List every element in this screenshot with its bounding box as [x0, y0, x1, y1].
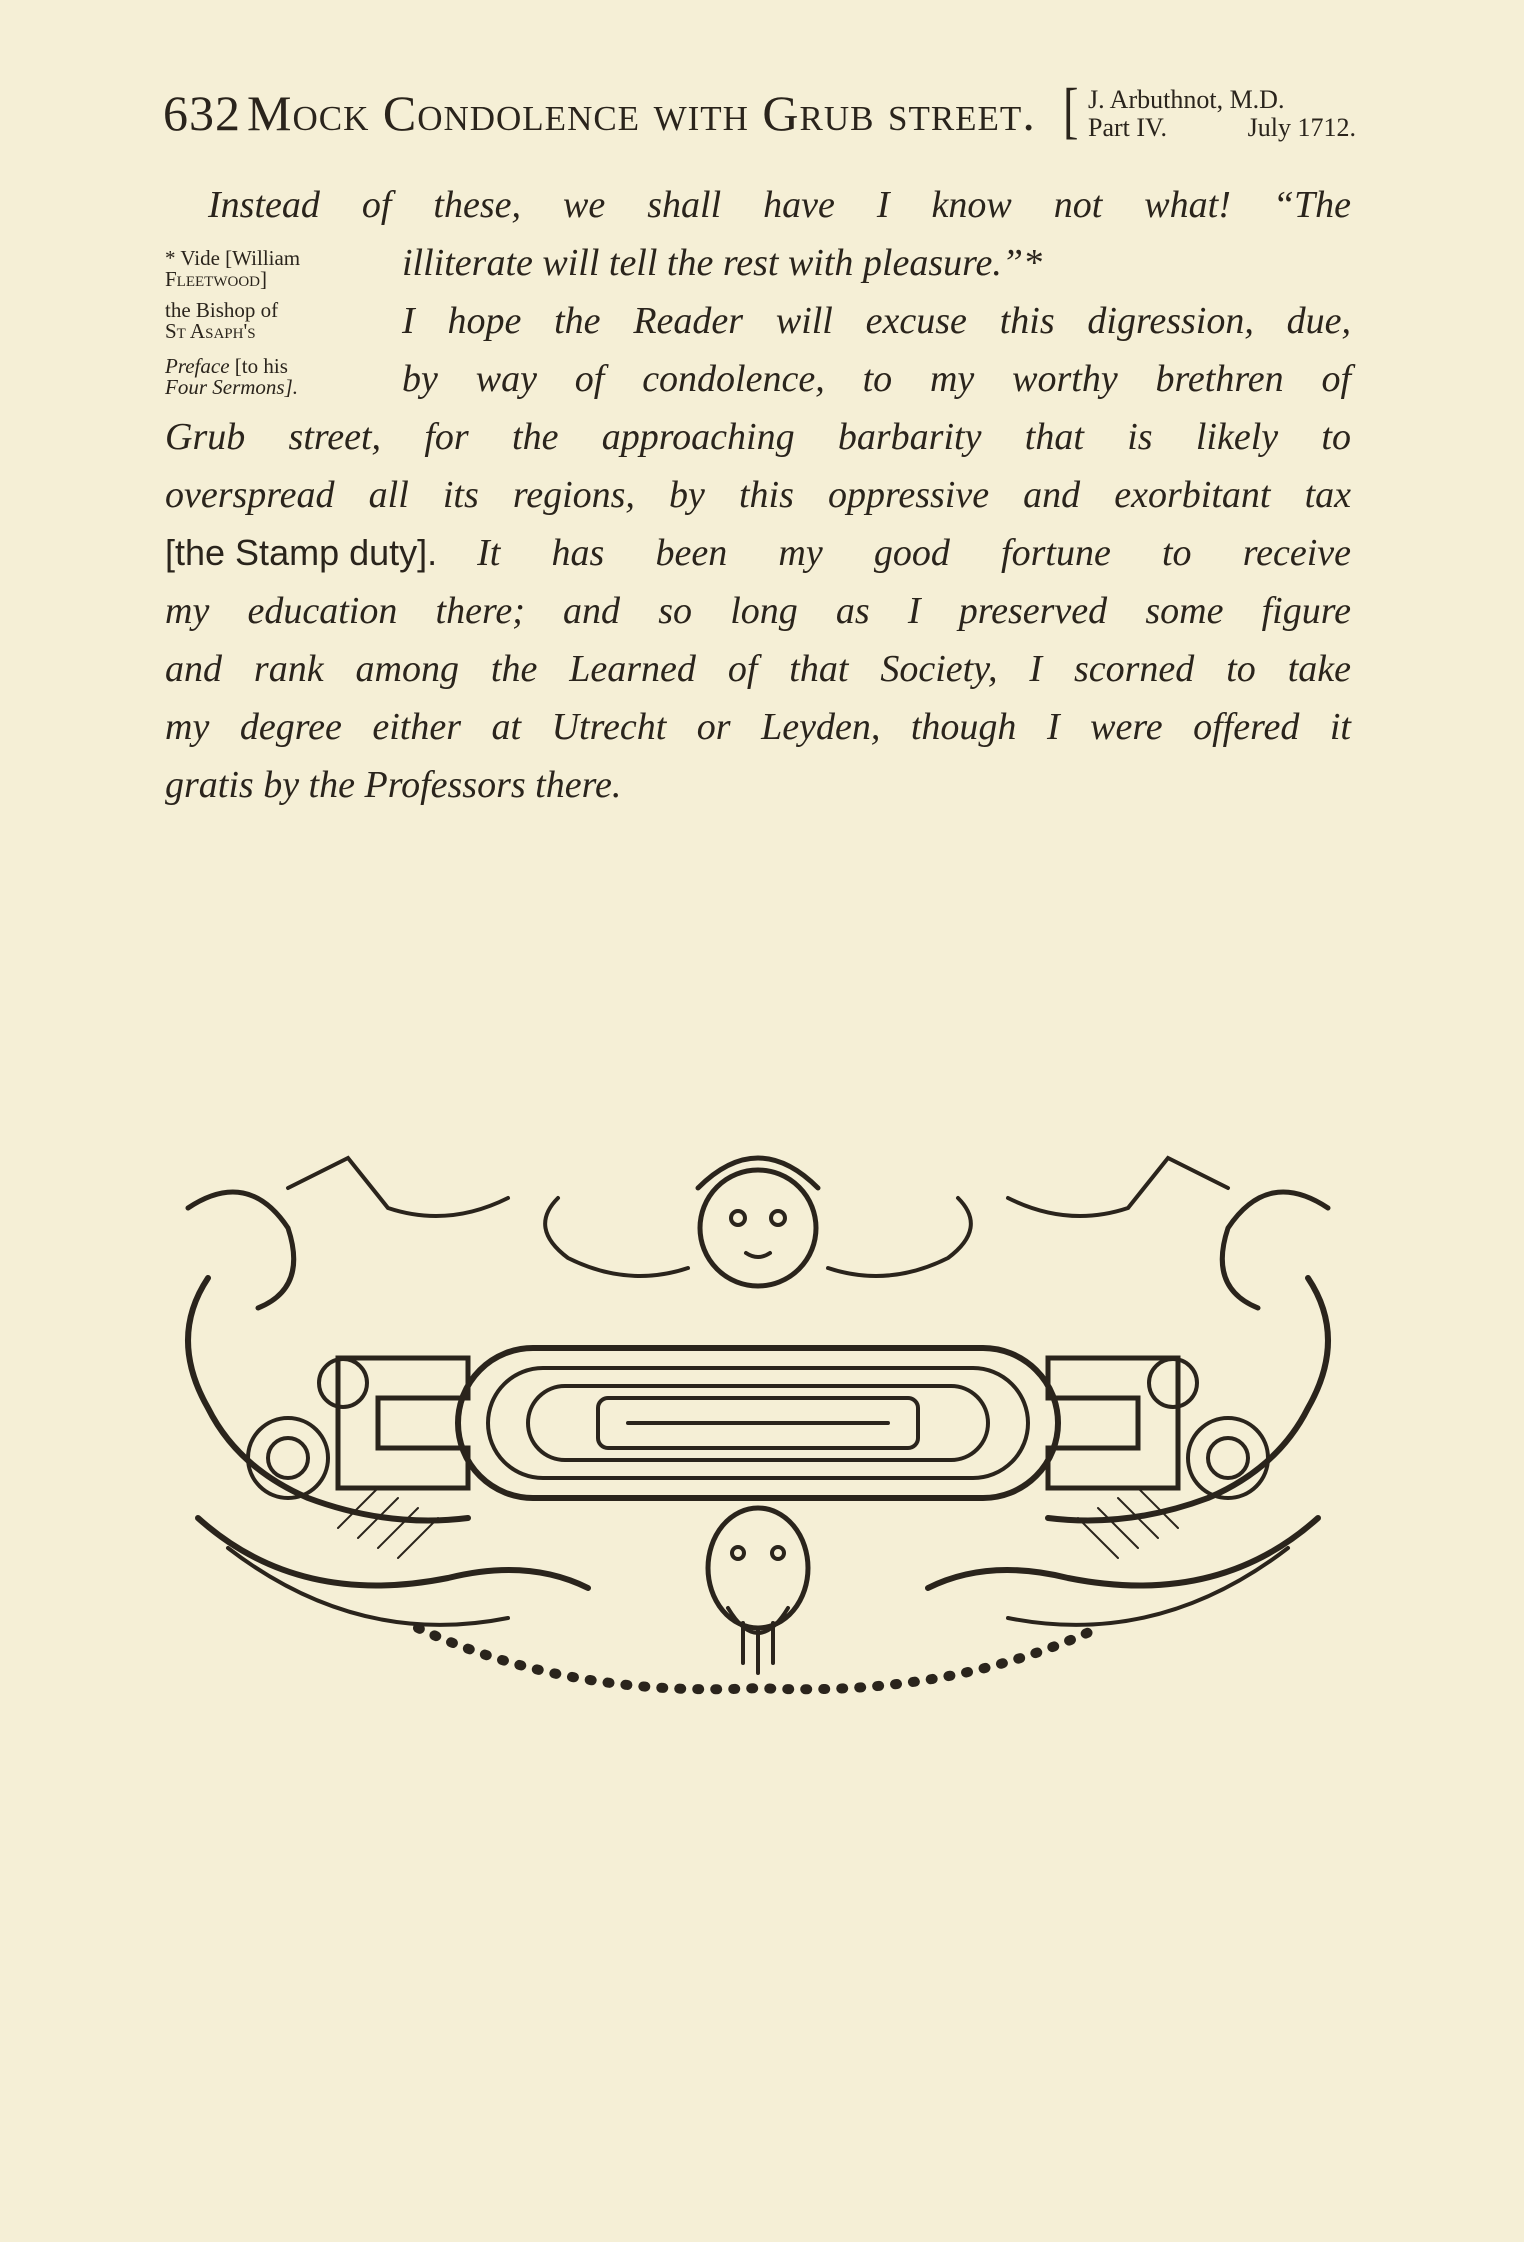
text-fragment: It has been my good fortune to receive: [477, 532, 1351, 574]
header-citation: [1088, 86, 1356, 142]
note-line: Fleetwood]: [165, 267, 267, 291]
text-line: I hope the Reader will excuse this digression, due,: [402, 300, 1351, 342]
margin-note: [165, 248, 395, 398]
header-author: J. Arbuthnot, M.D.: [1088, 85, 1285, 114]
note-line: Four Sermons].: [165, 375, 299, 399]
page-number: 632: [163, 85, 241, 141]
running-title: Mock Condolence with Grub street.: [247, 85, 1036, 141]
text-line: and rank among the Learned of that Society, I scorned to take: [165, 648, 1351, 690]
header-bracket: [: [1063, 77, 1079, 145]
text-line: overspread all its regions, by this oppressive and exorbitant tax: [165, 474, 1351, 516]
text-line: my education there; and so long as I preserved some figure: [165, 590, 1351, 632]
text-line: illiterate will tell the rest with pleasure.”*: [402, 242, 1042, 284]
header-part: Part IV.: [1088, 113, 1167, 142]
note-line: Preface: [165, 354, 230, 378]
text-line: [165, 528, 1351, 578]
header-date: July 1712.: [1247, 113, 1356, 142]
text-line: Instead of these, we shall have I know not what! “The: [208, 184, 1351, 226]
text-line: my degree either at Utrecht or Leyden, though I were offered it: [165, 706, 1351, 748]
note-line: the Bishop of: [165, 298, 279, 322]
note-line: [to his: [234, 354, 288, 378]
note-line: * Vide [William: [165, 246, 301, 270]
text-line: Grub street, for the approaching barbarity that is likely to: [165, 416, 1351, 458]
running-header: [163, 78, 1363, 158]
text-line: gratis by the Professors there.: [165, 764, 622, 806]
stamp-duty-bracket: [the Stamp duty].: [165, 532, 438, 573]
woodcut-headpiece-ornament-icon: [168, 1128, 1348, 1713]
note-line: St Asaph's: [165, 319, 256, 343]
text-line: by way of condolence, to my worthy brethren of: [402, 358, 1351, 400]
